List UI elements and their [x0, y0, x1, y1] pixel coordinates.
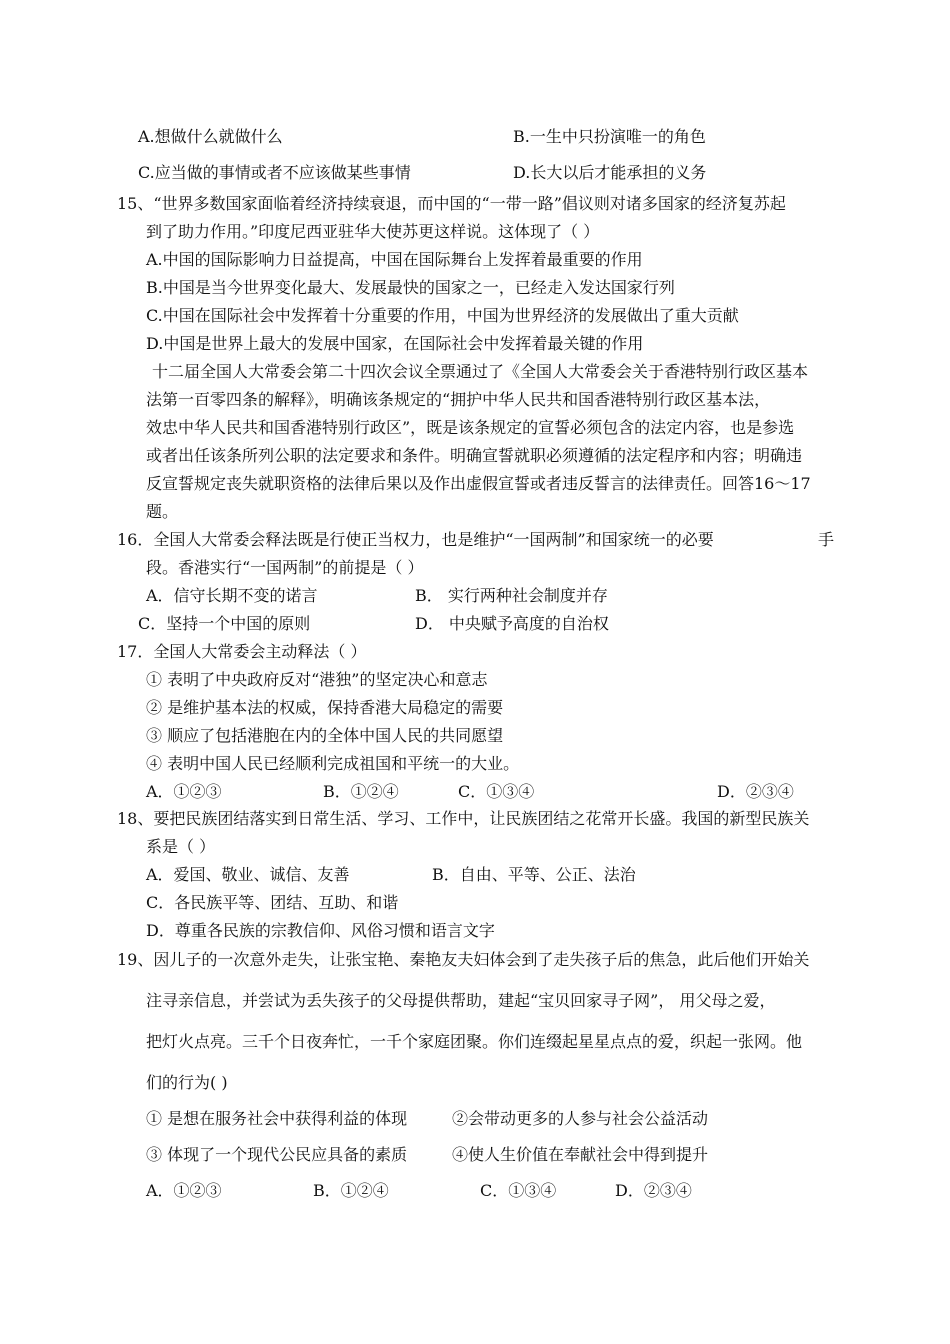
q14-option-c: C.应当做的事情或者不应该做某些事情: [138, 163, 411, 182]
q19-stem-line-2: 注寻亲信息，并尝试为丢失孩子的父母提供帮助，建起“宝贝回家寻子网”， 用父母之爱，: [146, 991, 776, 1010]
q15-option-d: D.中国是世界上最大的发展中国家，在国际社会中发挥着最关键的作用: [146, 334, 644, 353]
material-line-6: 题。: [146, 502, 179, 521]
q18-stem-line-2: 系是（ ）: [146, 837, 216, 856]
material-line-3: 效忠中华人民共和国香港特别行政区”，既是该条规定的宣誓必须包含的法定内容，也是参选: [146, 418, 795, 437]
q17-option-b: B．①②④: [323, 782, 399, 801]
q19-item-2: ②会带动更多的人参与社会公益活动: [452, 1109, 709, 1128]
material-line-4: 或者出任该条所列公职的法定要求和条件。明确宣誓就职必须遵循的法定程序和内容；明确违: [146, 446, 803, 465]
q19-option-a: A．①②③: [146, 1181, 222, 1200]
q17-item-1: ① 表明了中央政府反对“港独”的坚定决心和意志: [146, 670, 488, 689]
q17-stem: 17．全国人大常委会主动释法（ ）: [117, 642, 367, 661]
q15-option-a: A.中国的国际影响力日益提高，中国在国际舞台上发挥着最重要的作用: [146, 250, 643, 269]
q19-item-1: ① 是想在服务社会中获得利益的体现: [146, 1109, 408, 1128]
q19-stem-line-1: 19、因儿子的一次意外走失，让张宝艳、秦艳友夫妇体会到了走失孩子后的焦急，此后他们开始关: [117, 950, 810, 969]
q17-option-d: D．②③④: [717, 782, 794, 801]
q17-item-2: ② 是维护基本法的权威，保持香港大局稳定的需要: [146, 698, 504, 717]
q18-option-c: C．各民族平等、团结、互助、和谐: [146, 893, 399, 912]
q14-option-d: D.长大以后才能承担的义务: [513, 163, 707, 182]
q15-stem-line-2: 到了助力作用。”印度尼西亚驻华大使苏更这样说。这体现了（ ）: [146, 222, 600, 241]
q15-option-b: B.中国是当今世界变化最大、发展最快的国家之一，已经走入发达国家行列: [146, 278, 675, 297]
material-line-1: 十二届全国人大常委会第二十四次会议全票通过了《全国人大常委会关于香港特别行政区基本: [152, 362, 809, 381]
material-line-2: 法第一百零四条的解释》，明确该条规定的“拥护中华人民共和国香港特别行政区基本法，: [146, 390, 771, 409]
q16-option-c: C．坚持一个中国的原则: [138, 614, 311, 633]
q16-stem-line-2: 段。香港实行“一国两制”的前提是（ ）: [146, 558, 424, 577]
q18-stem-line-1: 18、要把民族团结落实到日常生活、学习、工作中，让民族团结之花常开长盛。我国的新型民族关: [117, 809, 810, 828]
q19-item-4: ④使人生价值在奉献社会中得到提升: [452, 1145, 709, 1164]
q19-stem-line-3: 把灯火点亮。三千个日夜奔忙，一千个家庭团聚。你们连缀起星星点点的爱，织起一张网。他: [146, 1032, 803, 1051]
q17-item-3: ③ 顺应了包括港胞在内的全体中国人民的共同愿望: [146, 726, 504, 745]
material-line-5: 反宣誓规定丧失就职资格的法律后果以及作出虚假宣誓或者违反誓言的法律责任。回答16～17: [146, 474, 811, 493]
q19-option-b: B．①②④: [313, 1181, 389, 1200]
q16-stem-line-1: 16．全国人大常委会释法既是行使正当权力，也是维护“一国两制”和国家统一的必要: [117, 530, 714, 549]
q14-option-a: A.想做什么就做什么: [138, 127, 283, 146]
q16-option-a: A．信守长期不变的诺言: [146, 586, 318, 605]
q19-option-d: D．②③④: [615, 1181, 692, 1200]
q16-option-b: B． 实行两种社会制度并存: [415, 586, 608, 605]
q19-stem-line-4: 们的行为( ): [146, 1073, 228, 1092]
q16-stem-line-1-tail: 手: [818, 530, 835, 549]
q17-option-c: C．①③④: [458, 782, 535, 801]
q15-option-c: C.中国在国际社会中发挥着十分重要的作用，中国为世界经济的发展做出了重大贡献: [146, 306, 739, 325]
q18-option-a: A．爱国、敬业、诚信、友善: [146, 865, 350, 884]
q17-option-a: A．①②③: [146, 782, 222, 801]
q15-stem-line-1: 15、“世界多数国家面临着经济持续衰退，而中国的“一带一路”倡议则对诸多国家的经济复苏起: [117, 194, 786, 213]
q18-option-d: D．尊重各民族的宗教信仰、风俗习惯和语言文字: [146, 921, 495, 940]
q17-item-4: ④ 表明中国人民已经顺利完成祖国和平统一的大业。: [146, 754, 520, 773]
q16-option-d: D． 中央赋予高度的自治权: [415, 614, 609, 633]
q19-item-3: ③ 体现了一个现代公民应具备的素质: [146, 1145, 408, 1164]
q14-option-b: B.一生中只扮演唯一的角色: [513, 127, 706, 146]
q19-option-c: C．①③④: [480, 1181, 557, 1200]
q18-option-b: B．自由、平等、公正、法治: [432, 865, 636, 884]
